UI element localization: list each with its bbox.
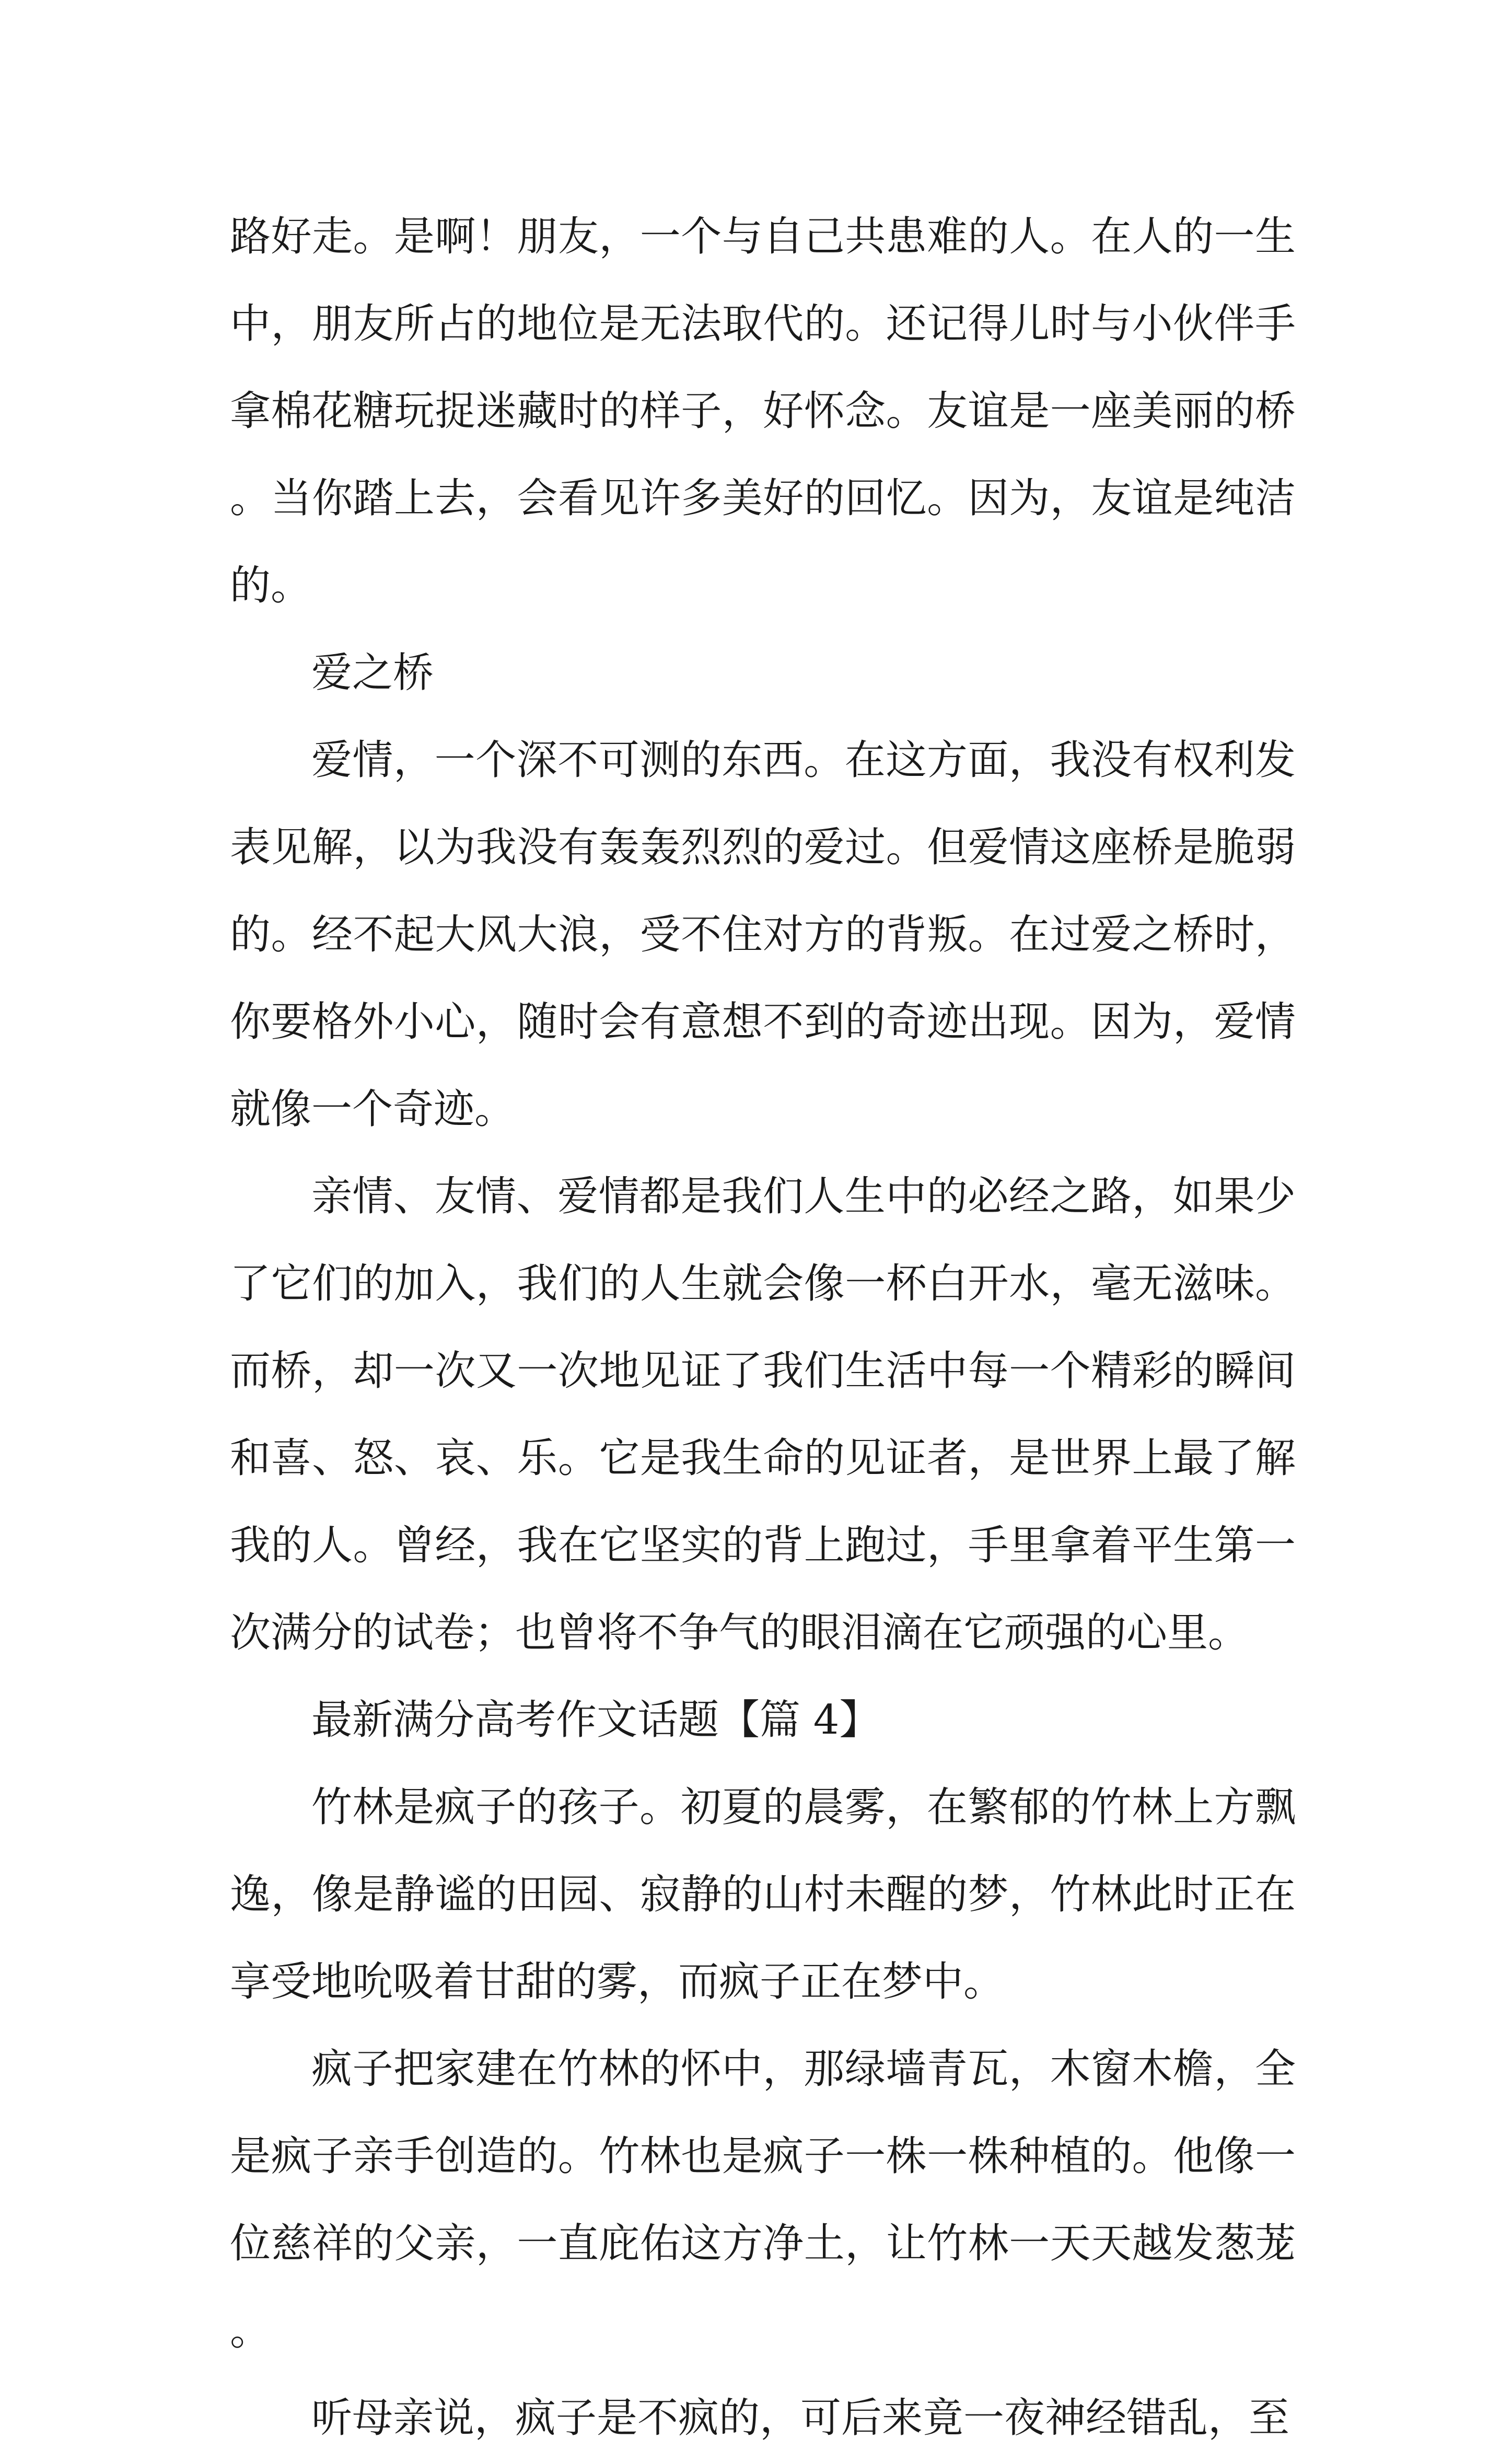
paragraph-madman-home: 疯子把家建在竹林的怀中，那绿墙青瓦，木窗木檐，全是疯子亲手创造的。竹林也是疯子一株一株种植的。他像一位慈祥的父亲，一直庇佑这方净土，让竹林一天天越发葱茏。 (230, 2046, 1296, 2354)
essay-title-part-4: 最新满分高考作文话题【篇 4】 (311, 1697, 880, 1744)
document-body (230, 193, 1296, 2462)
paragraph-bamboo-forest: 竹林是疯子的孩子。初夏的晨雾，在繁郁的竹林上方飘逸，像是静谧的田园、寂静的山村未醒的梦，竹林此时正在享受地吮吸着甘甜的雾，而疯子正在梦中。 (230, 1784, 1296, 2005)
paragraph-love: 爱情，一个深不可测的东西。在这方面，我没有权利发表见解，以为我没有轰轰烈烈的爱过。但爱情这座桥是脆弱的。经不起大风大浪，受不住对方的背叛。在过爱之桥时，你要格外小心，随时会有意想不到的奇迹出现。因为，爱情就像一个奇迹。 (230, 737, 1296, 1133)
paragraph-mother-said: 听母亲说，疯子是不疯的，可后来竟一夜神经错乱，至 (311, 2395, 1290, 2442)
paragraph-bridge-summary: 亲情、友情、爱情都是我们人生中的必经之路，如果少了它们的加入，我们的人生就会像一杯白开水，毫无滋味。而桥，却一次又一次地见证了我们生活中每一个精彩的瞬间和喜、怒、哀、乐。它是我生命的见证者，是世界上最了解我的人。曾经，我在它坚实的背上跑过，手里拿着平生第一次满分的试卷；也曾将不争气的眼泪滴在它顽强的心里。 (230, 1173, 1296, 1656)
paragraph-friendship-ending: 路好走。是啊！朋友，一个与自己共患难的人。在人的一生中，朋友所占的地位是无法取代的。还记得儿时与小伙伴手拿棉花糖玩捉迷藏时的样子，好怀念。友谊是一座美丽的桥。当你踏上去，会看见许多美好的回忆。因为，友谊是纯洁的。 (230, 213, 1296, 609)
section-heading-love-bridge: 爱之桥 (311, 649, 434, 696)
